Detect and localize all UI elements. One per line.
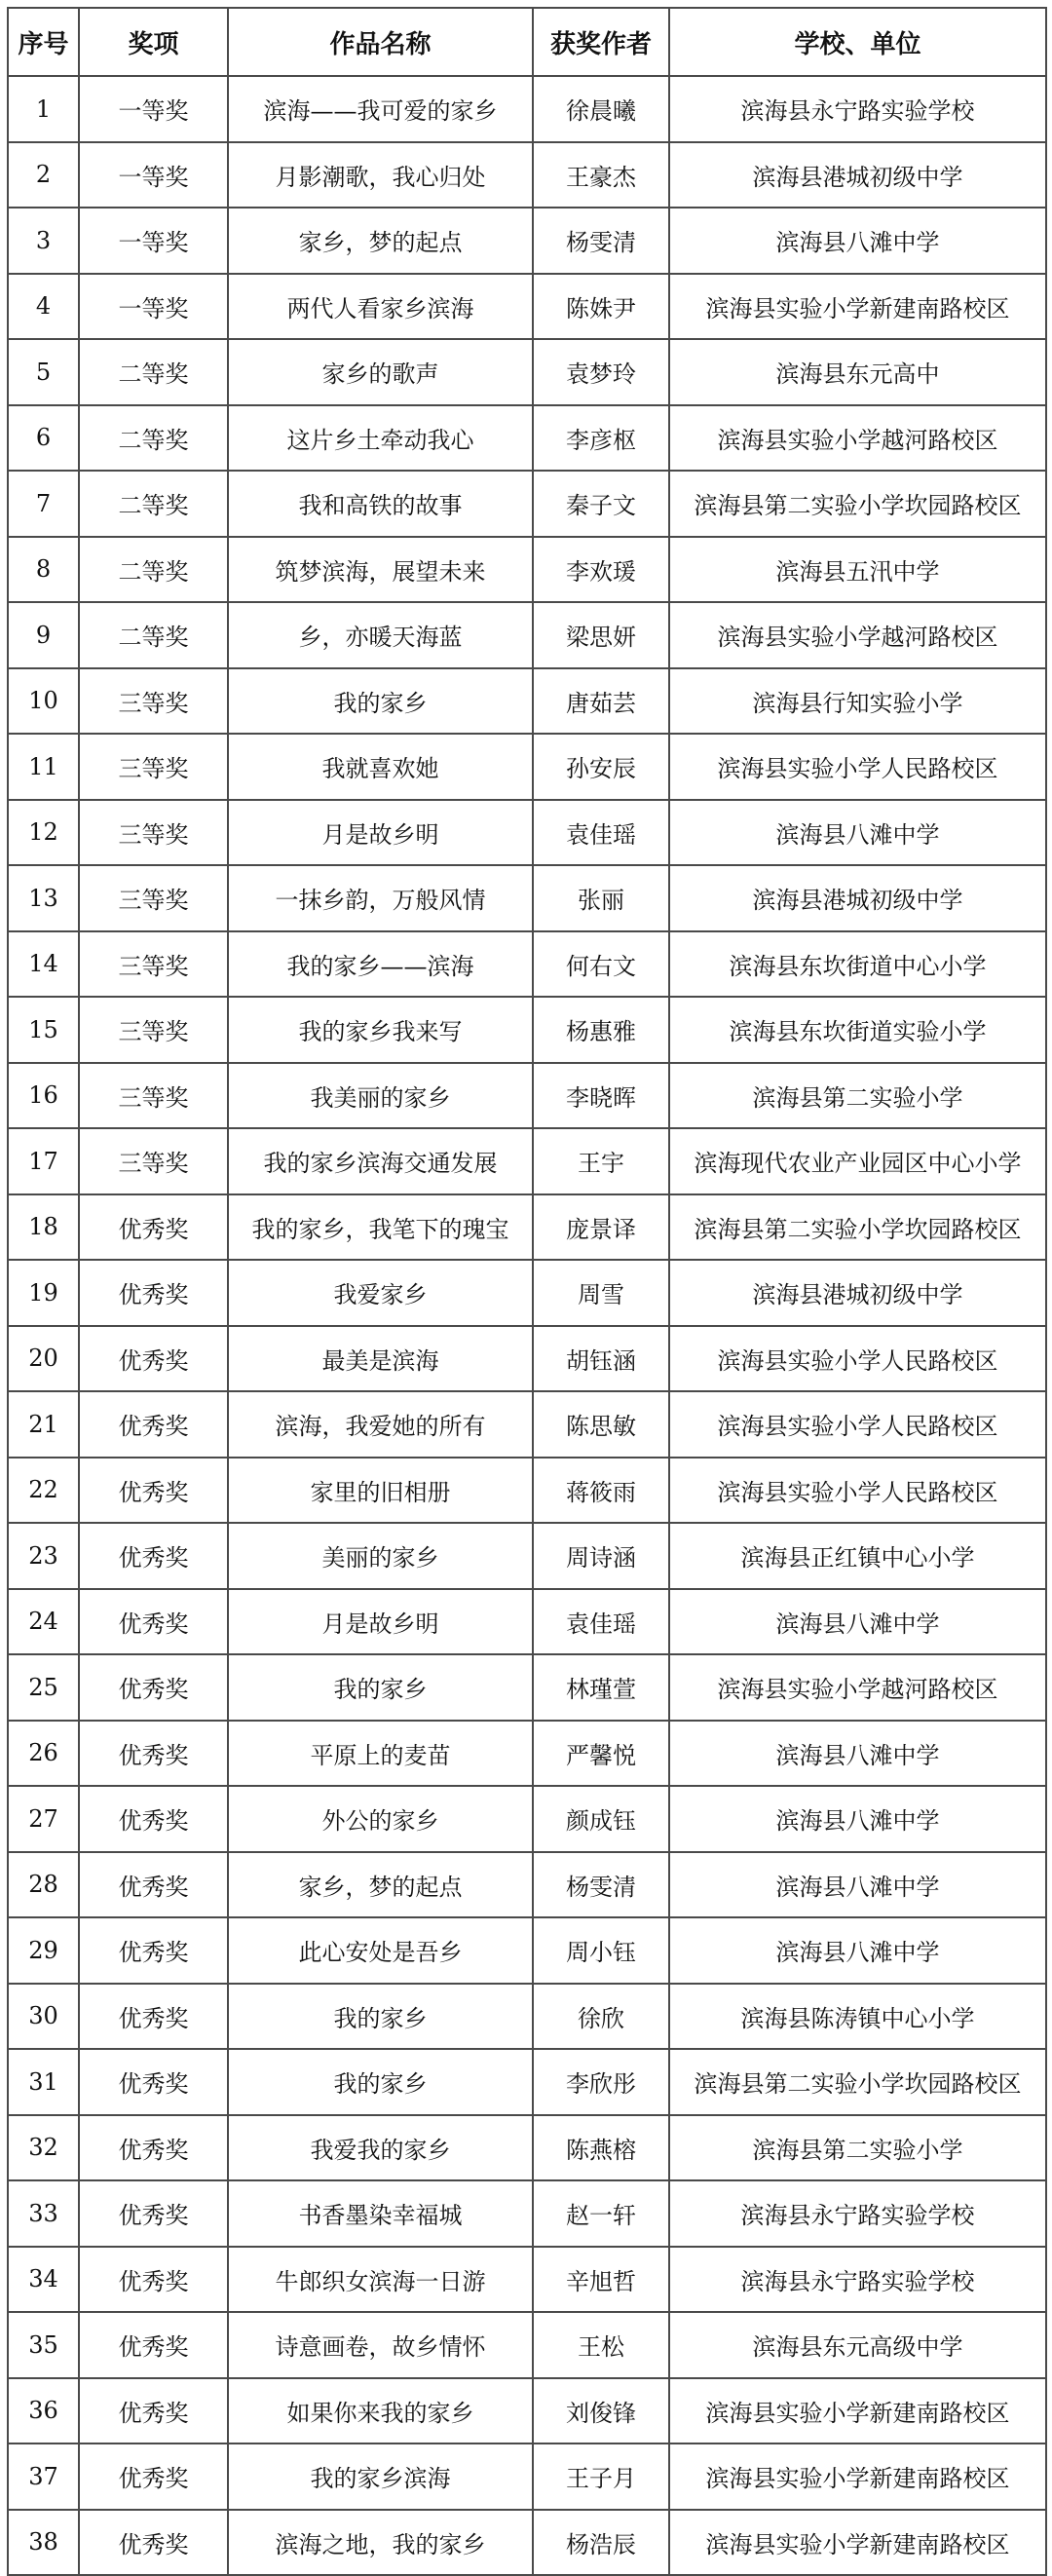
cell-school: 滨海县八滩中学 [669, 1852, 1046, 1918]
cell-number: 26 [8, 1721, 79, 1787]
cell-author: 袁佳瑶 [533, 1589, 669, 1655]
cell-award: 优秀奖 [79, 2180, 228, 2247]
cell-title: 家乡，梦的起点 [228, 1852, 533, 1918]
cell-award: 二等奖 [79, 405, 228, 472]
table-row [8, 1721, 1046, 1787]
cell-author: 徐晨曦 [533, 76, 669, 142]
cell-title: 滨海，我爱她的所有 [228, 1391, 533, 1458]
cell-number: 22 [8, 1458, 79, 1524]
cell-number: 5 [8, 339, 79, 405]
cell-title: 书香墨染幸福城 [228, 2180, 533, 2247]
cell-title: 我的家乡滨海交通发展 [228, 1128, 533, 1194]
table-row [8, 1984, 1046, 2050]
cell-title: 滨海——我可爱的家乡 [228, 76, 533, 142]
table-header [8, 8, 1046, 76]
table-row [8, 931, 1046, 998]
cell-title: 筑梦滨海，展望未来 [228, 537, 533, 603]
cell-title: 乡，亦暖天海蓝 [228, 602, 533, 668]
cell-number: 21 [8, 1391, 79, 1458]
cell-award: 一等奖 [79, 142, 228, 208]
cell-author: 胡钰涵 [533, 1326, 669, 1392]
cell-author: 孙安辰 [533, 734, 669, 800]
cell-title: 我和高铁的故事 [228, 471, 533, 537]
cell-award: 优秀奖 [79, 1721, 228, 1787]
table-row [8, 2247, 1046, 2313]
cell-school: 滨海县第二实验小学坎园路校区 [669, 1194, 1046, 1261]
table-row [8, 405, 1046, 472]
cell-title: 我爱我的家乡 [228, 2115, 533, 2181]
cell-author: 李晓晖 [533, 1063, 669, 1129]
cell-author: 林瑾萱 [533, 1654, 669, 1721]
cell-author: 张丽 [533, 865, 669, 931]
cell-title: 月是故乡明 [228, 1589, 533, 1655]
cell-award: 三等奖 [79, 1063, 228, 1129]
cell-title: 诗意画卷，故乡情怀 [228, 2312, 533, 2378]
cell-title: 牛郎织女滨海一日游 [228, 2247, 533, 2313]
cell-award: 三等奖 [79, 734, 228, 800]
cell-award: 一等奖 [79, 208, 228, 274]
table-row [8, 537, 1046, 603]
cell-author: 赵一轩 [533, 2180, 669, 2247]
cell-school: 滨海县八滩中学 [669, 800, 1046, 866]
cell-number: 24 [8, 1589, 79, 1655]
cell-school: 滨海县实验小学人民路校区 [669, 734, 1046, 800]
cell-school: 滨海县永宁路实验学校 [669, 2180, 1046, 2247]
cell-school: 滨海县第二实验小学坎园路校区 [669, 471, 1046, 537]
table-row [8, 208, 1046, 274]
cell-school: 滨海县陈涛镇中心小学 [669, 1984, 1046, 2050]
cell-number: 27 [8, 1786, 79, 1852]
cell-number: 28 [8, 1852, 79, 1918]
cell-author: 梁思妍 [533, 602, 669, 668]
cell-award: 三等奖 [79, 931, 228, 998]
cell-author: 王子月 [533, 2443, 669, 2510]
cell-author: 周诗涵 [533, 1523, 669, 1589]
cell-award: 优秀奖 [79, 1852, 228, 1918]
cell-school: 滨海县东元高中 [669, 339, 1046, 405]
cell-number: 14 [8, 931, 79, 998]
cell-school: 滨海县实验小学新建南路校区 [669, 2378, 1046, 2444]
cell-award: 优秀奖 [79, 1786, 228, 1852]
table-row [8, 1391, 1046, 1458]
cell-school: 滨海县五汛中学 [669, 537, 1046, 603]
cell-school: 滨海县八滩中学 [669, 1721, 1046, 1787]
cell-number: 11 [8, 734, 79, 800]
cell-school: 滨海县实验小学新建南路校区 [669, 2443, 1046, 2510]
table-row [8, 1917, 1046, 1984]
cell-title: 此心安处是吾乡 [228, 1917, 533, 1984]
header-cell-school: 学校、单位 [669, 8, 1046, 76]
cell-title: 我的家乡我来写 [228, 997, 533, 1063]
cell-title: 最美是滨海 [228, 1326, 533, 1392]
cell-award: 优秀奖 [79, 1917, 228, 1984]
cell-school: 滨海县实验小学越河路校区 [669, 405, 1046, 472]
cell-author: 陈思敏 [533, 1391, 669, 1458]
cell-title: 美丽的家乡 [228, 1523, 533, 1589]
cell-author: 陈姝尹 [533, 274, 669, 340]
table-row [8, 668, 1046, 735]
cell-title: 家里的旧相册 [228, 1458, 533, 1524]
cell-award: 优秀奖 [79, 2247, 228, 2313]
cell-award: 优秀奖 [79, 1589, 228, 1655]
cell-title: 我的家乡，我笔下的瑰宝 [228, 1194, 533, 1261]
cell-author: 辛旭哲 [533, 2247, 669, 2313]
cell-number: 35 [8, 2312, 79, 2378]
table-row [8, 800, 1046, 866]
cell-title: 外公的家乡 [228, 1786, 533, 1852]
cell-number: 37 [8, 2443, 79, 2510]
cell-title: 家乡的歌声 [228, 339, 533, 405]
cell-award: 优秀奖 [79, 1458, 228, 1524]
table-row [8, 1654, 1046, 1721]
cell-number: 31 [8, 2049, 79, 2115]
cell-number: 12 [8, 800, 79, 866]
cell-number: 4 [8, 274, 79, 340]
cell-author: 颜成钰 [533, 1786, 669, 1852]
cell-title: 月是故乡明 [228, 800, 533, 866]
cell-award: 优秀奖 [79, 1984, 228, 2050]
header-cell-title: 作品名称 [228, 8, 533, 76]
table-row [8, 1589, 1046, 1655]
cell-school: 滨海县东坎街道实验小学 [669, 997, 1046, 1063]
cell-award: 三等奖 [79, 865, 228, 931]
table-row [8, 2312, 1046, 2378]
cell-school: 滨海县八滩中学 [669, 208, 1046, 274]
cell-number: 20 [8, 1326, 79, 1392]
cell-award: 优秀奖 [79, 2312, 228, 2378]
cell-school: 滨海县第二实验小学坎园路校区 [669, 2049, 1046, 2115]
cell-number: 15 [8, 997, 79, 1063]
cell-school: 滨海县港城初级中学 [669, 142, 1046, 208]
header-cell-award: 奖项 [79, 8, 228, 76]
cell-title: 我的家乡 [228, 2049, 533, 2115]
cell-title: 我美丽的家乡 [228, 1063, 533, 1129]
cell-award: 优秀奖 [79, 2378, 228, 2444]
cell-school: 滨海县行知实验小学 [669, 668, 1046, 735]
cell-author: 何右文 [533, 931, 669, 998]
cell-school: 滨海县港城初级中学 [669, 1260, 1046, 1326]
cell-author: 袁佳瑶 [533, 800, 669, 866]
cell-award: 优秀奖 [79, 1194, 228, 1261]
cell-school: 滨海县港城初级中学 [669, 865, 1046, 931]
cell-author: 李彦枢 [533, 405, 669, 472]
cell-title: 家乡，梦的起点 [228, 208, 533, 274]
cell-number: 9 [8, 602, 79, 668]
table-row [8, 2378, 1046, 2444]
cell-school: 滨海县八滩中学 [669, 1589, 1046, 1655]
cell-number: 34 [8, 2247, 79, 2313]
cell-number: 36 [8, 2378, 79, 2444]
cell-number: 3 [8, 208, 79, 274]
table-row [8, 1852, 1046, 1918]
table-row [8, 1260, 1046, 1326]
cell-title: 我的家乡滨海 [228, 2443, 533, 2510]
cell-author: 徐欣 [533, 1984, 669, 2050]
cell-author: 杨雯清 [533, 208, 669, 274]
cell-award: 一等奖 [79, 76, 228, 142]
cell-title: 一抹乡韵，万般风情 [228, 865, 533, 931]
cell-author: 唐茹芸 [533, 668, 669, 735]
cell-author: 刘俊锋 [533, 2378, 669, 2444]
cell-author: 陈燕榕 [533, 2115, 669, 2181]
cell-number: 23 [8, 1523, 79, 1589]
cell-school: 滨海县东坎街道中心小学 [669, 931, 1046, 998]
cell-number: 17 [8, 1128, 79, 1194]
table-row [8, 76, 1046, 142]
table-row [8, 2443, 1046, 2510]
table-row [8, 1326, 1046, 1392]
cell-number: 25 [8, 1654, 79, 1721]
cell-award: 优秀奖 [79, 1326, 228, 1392]
cell-award: 优秀奖 [79, 2115, 228, 2181]
header-cell-number: 序号 [8, 8, 79, 76]
cell-author: 李欣彤 [533, 2049, 669, 2115]
cell-title: 月影潮歌，我心归处 [228, 142, 533, 208]
cell-award: 三等奖 [79, 800, 228, 866]
cell-author: 王宇 [533, 1128, 669, 1194]
cell-award: 优秀奖 [79, 2049, 228, 2115]
cell-number: 19 [8, 1260, 79, 1326]
cell-number: 13 [8, 865, 79, 931]
table-row [8, 142, 1046, 208]
cell-number: 33 [8, 2180, 79, 2247]
cell-school: 滨海县永宁路实验学校 [669, 2247, 1046, 2313]
table-row [8, 865, 1046, 931]
table-row [8, 1063, 1046, 1129]
cell-number: 16 [8, 1063, 79, 1129]
cell-school: 滨海县八滩中学 [669, 1786, 1046, 1852]
awards-table [7, 7, 1047, 2576]
header-cell-author: 获奖作者 [533, 8, 669, 76]
cell-school: 滨海县正红镇中心小学 [669, 1523, 1046, 1589]
cell-title: 滨海之地，我的家乡 [228, 2510, 533, 2576]
cell-school: 滨海县实验小学新建南路校区 [669, 274, 1046, 340]
table-row [8, 1458, 1046, 1524]
cell-author: 蒋筱雨 [533, 1458, 669, 1524]
cell-number: 38 [8, 2510, 79, 2576]
cell-author: 杨浩辰 [533, 2510, 669, 2576]
cell-title: 我的家乡 [228, 668, 533, 735]
cell-title: 我的家乡 [228, 1654, 533, 1721]
cell-author: 周雪 [533, 1260, 669, 1326]
cell-title: 两代人看家乡滨海 [228, 274, 533, 340]
cell-school: 滨海县第二实验小学 [669, 1063, 1046, 1129]
cell-title: 我的家乡——滨海 [228, 931, 533, 998]
cell-number: 32 [8, 2115, 79, 2181]
table-row [8, 2180, 1046, 2247]
cell-author: 王松 [533, 2312, 669, 2378]
cell-school: 滨海县实验小学人民路校区 [669, 1391, 1046, 1458]
table-row [8, 997, 1046, 1063]
cell-award: 二等奖 [79, 602, 228, 668]
cell-school: 滨海县八滩中学 [669, 1917, 1046, 1984]
cell-award: 优秀奖 [79, 1654, 228, 1721]
cell-author: 王豪杰 [533, 142, 669, 208]
cell-author: 周小钰 [533, 1917, 669, 1984]
cell-school: 滨海县实验小学越河路校区 [669, 602, 1046, 668]
cell-award: 三等奖 [79, 997, 228, 1063]
table-row [8, 1786, 1046, 1852]
cell-award: 一等奖 [79, 274, 228, 340]
cell-title: 平原上的麦苗 [228, 1721, 533, 1787]
table-row [8, 1128, 1046, 1194]
cell-award: 三等奖 [79, 1128, 228, 1194]
cell-title: 这片乡土牵动我心 [228, 405, 533, 472]
cell-school: 滨海县实验小学人民路校区 [669, 1458, 1046, 1524]
cell-number: 8 [8, 537, 79, 603]
table-row [8, 1523, 1046, 1589]
cell-title: 我爱家乡 [228, 1260, 533, 1326]
cell-school: 滨海县东元高级中学 [669, 2312, 1046, 2378]
cell-author: 严馨悦 [533, 1721, 669, 1787]
cell-number: 7 [8, 471, 79, 537]
cell-number: 30 [8, 1984, 79, 2050]
table-row [8, 2510, 1046, 2576]
table-row [8, 339, 1046, 405]
cell-title: 我就喜欢她 [228, 734, 533, 800]
cell-title: 如果你来我的家乡 [228, 2378, 533, 2444]
cell-author: 杨惠雅 [533, 997, 669, 1063]
cell-school: 滨海县实验小学人民路校区 [669, 1326, 1046, 1392]
cell-number: 1 [8, 76, 79, 142]
table-body [8, 76, 1046, 2575]
cell-number: 2 [8, 142, 79, 208]
cell-award: 优秀奖 [79, 1523, 228, 1589]
cell-award: 优秀奖 [79, 2443, 228, 2510]
cell-award: 优秀奖 [79, 1391, 228, 1458]
cell-school: 滨海县实验小学新建南路校区 [669, 2510, 1046, 2576]
cell-award: 优秀奖 [79, 1260, 228, 1326]
table-row [8, 471, 1046, 537]
cell-school: 滨海县第二实验小学 [669, 2115, 1046, 2181]
table-row [8, 2115, 1046, 2181]
cell-author: 秦子文 [533, 471, 669, 537]
cell-award: 优秀奖 [79, 2510, 228, 2576]
cell-award: 二等奖 [79, 537, 228, 603]
cell-number: 6 [8, 405, 79, 472]
cell-school: 滨海现代农业产业园区中心小学 [669, 1128, 1046, 1194]
cell-number: 10 [8, 668, 79, 735]
cell-school: 滨海县永宁路实验学校 [669, 76, 1046, 142]
cell-author: 杨雯清 [533, 1852, 669, 1918]
cell-author: 李欢瑗 [533, 537, 669, 603]
table-row [8, 734, 1046, 800]
cell-school: 滨海县实验小学越河路校区 [669, 1654, 1046, 1721]
header-row [8, 8, 1046, 76]
cell-award: 二等奖 [79, 339, 228, 405]
table-row [8, 602, 1046, 668]
cell-author: 庞景译 [533, 1194, 669, 1261]
cell-number: 18 [8, 1194, 79, 1261]
cell-award: 三等奖 [79, 668, 228, 735]
cell-title: 我的家乡 [228, 1984, 533, 2050]
table-row [8, 2049, 1046, 2115]
cell-number: 29 [8, 1917, 79, 1984]
table-row [8, 274, 1046, 340]
table-row [8, 1194, 1046, 1261]
cell-author: 袁梦玲 [533, 339, 669, 405]
cell-award: 二等奖 [79, 471, 228, 537]
